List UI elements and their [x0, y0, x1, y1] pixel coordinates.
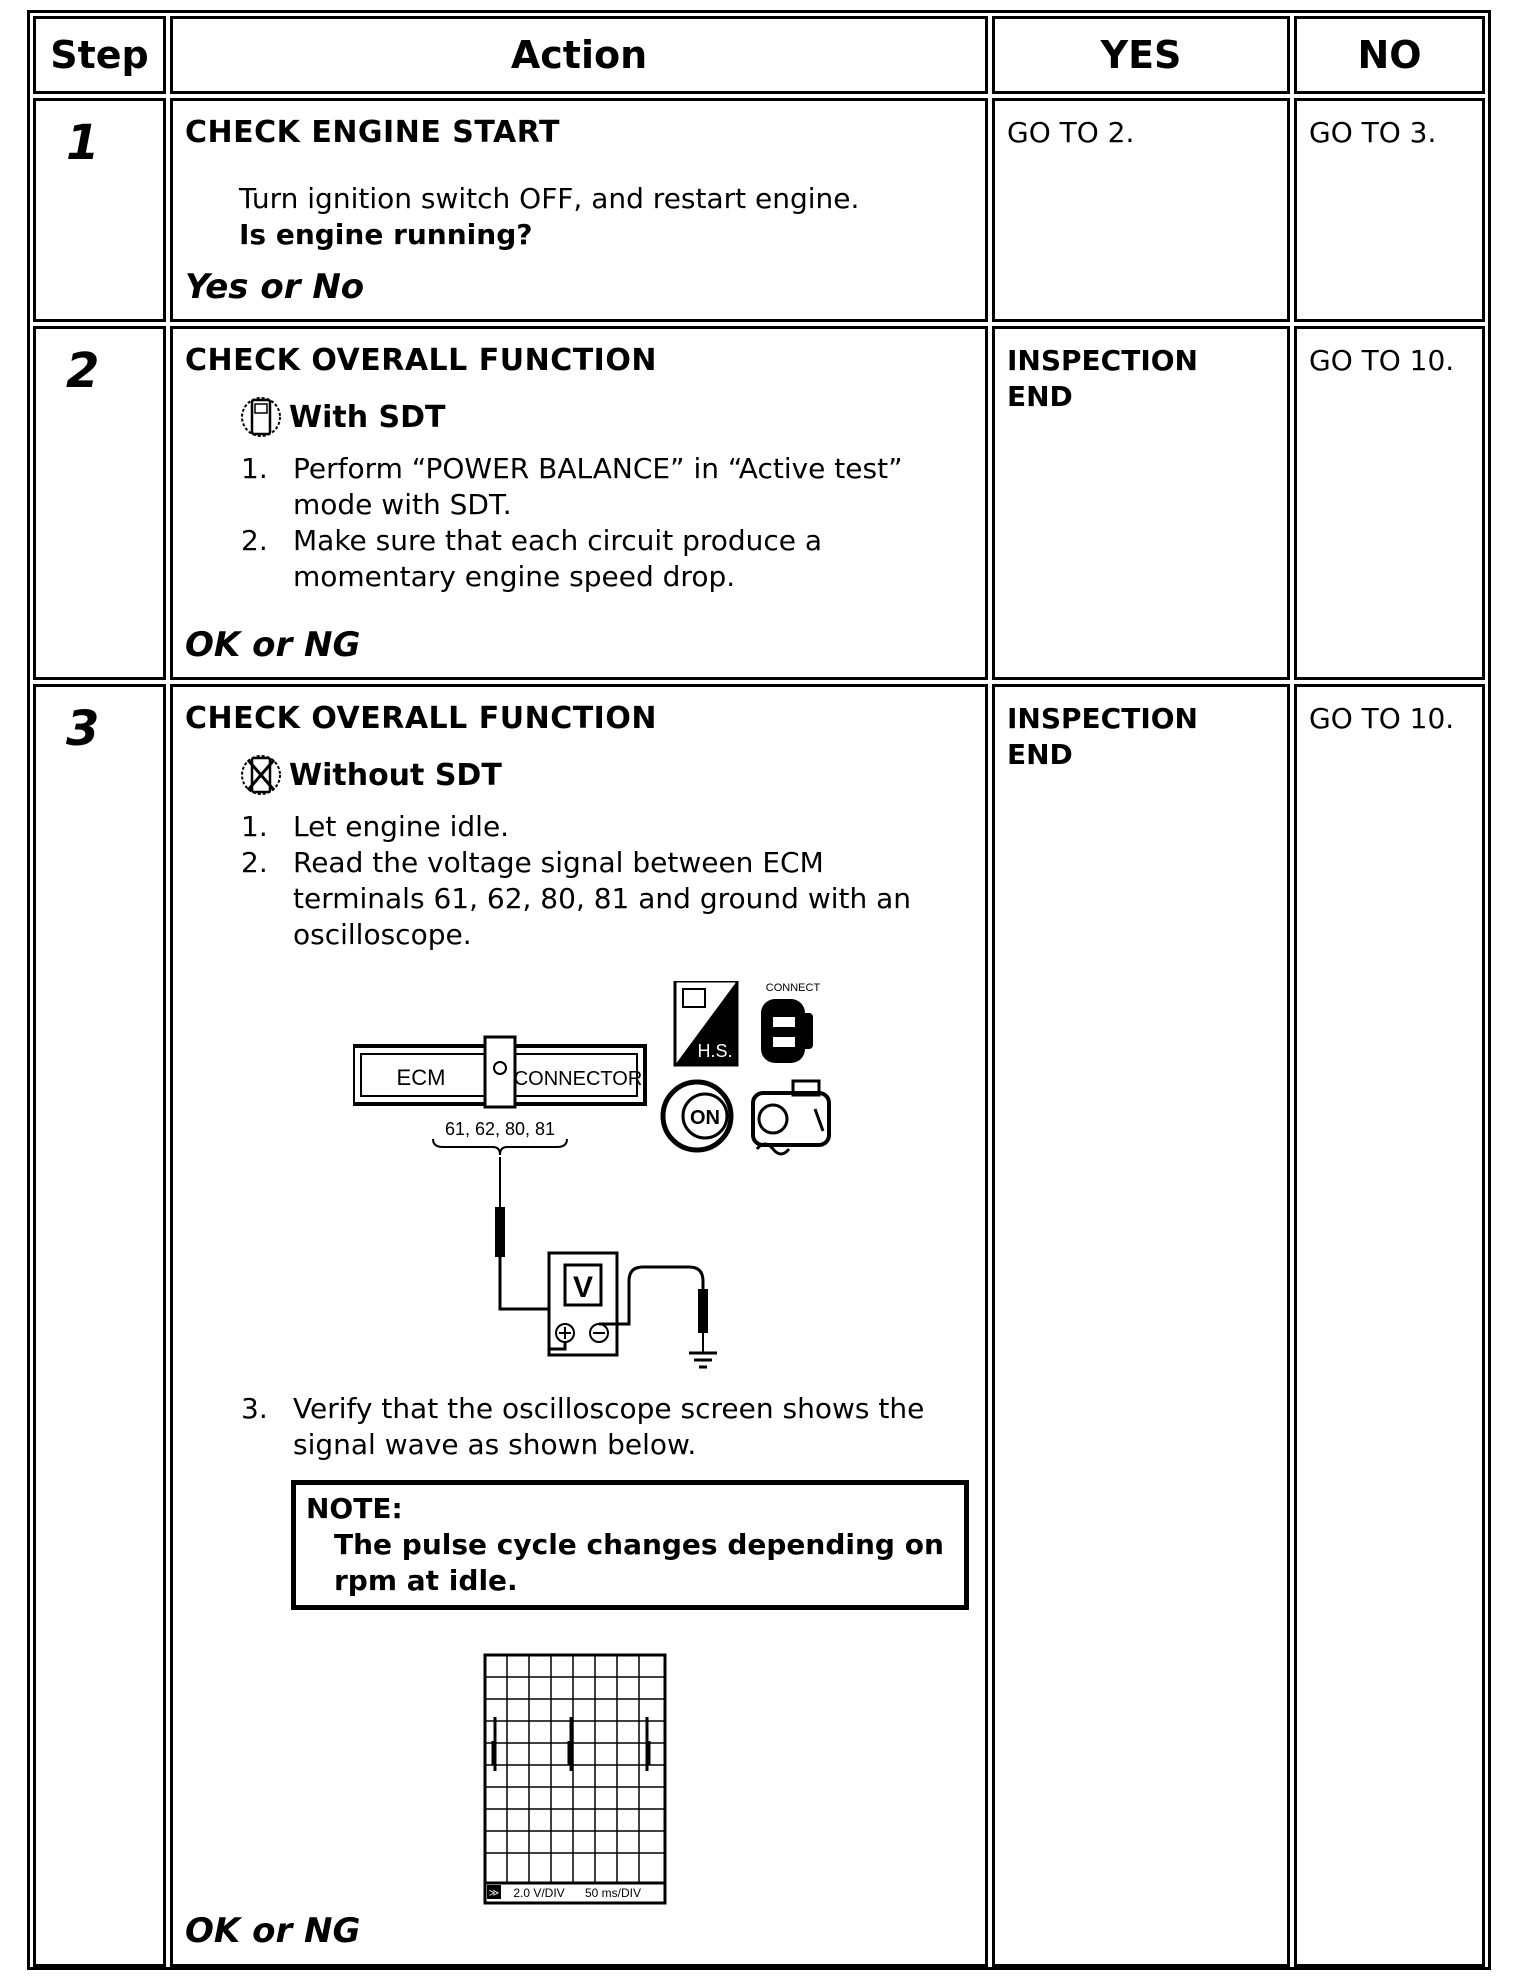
- note-text: The pulse cycle changes depending on rpm at idle.: [334, 1528, 944, 1597]
- step-list-continued: [241, 1391, 961, 1463]
- scope-time-scale: 50 ms/DIV: [584, 1886, 642, 1900]
- step-title: CHECK OVERALL FUNCTION: [185, 701, 657, 736]
- mode-label: Without SDT: [289, 757, 502, 793]
- header-no: NO: [1294, 16, 1485, 94]
- mode-heading: [239, 393, 446, 441]
- step-3-cell: [33, 684, 166, 1967]
- step-title: CHECK ENGINE START: [185, 115, 560, 150]
- header-action: Action: [170, 16, 988, 94]
- step-1-no: [1294, 98, 1485, 322]
- step-3-yes: [992, 684, 1290, 1967]
- note-label: NOTE:: [306, 1492, 403, 1525]
- step-title: CHECK OVERALL FUNCTION: [185, 343, 657, 378]
- list-item: 2. Make sure that each circuit produce a momentary engine speed drop.: [241, 524, 823, 593]
- mode-label: With SDT: [289, 399, 446, 435]
- on-label: ON: [690, 1107, 720, 1129]
- step-3-action: [170, 684, 988, 1967]
- no-sdt-tool-icon: [239, 751, 283, 799]
- step-number: 1: [66, 115, 100, 171]
- result-prompt: Yes or No: [185, 267, 365, 307]
- step-1-cell: [33, 98, 166, 322]
- yes-result: GO TO 2.: [1007, 116, 1135, 149]
- terminals-label: 61, 62, 80, 81: [444, 1119, 556, 1139]
- step-list: [241, 451, 941, 595]
- no-result: GO TO 3.: [1309, 116, 1437, 149]
- oscilloscope-screen: [483, 1653, 669, 1907]
- meter-label: V: [572, 1271, 594, 1304]
- no-result: GO TO 10.: [1309, 344, 1455, 377]
- no-result: GO TO 10.: [1309, 702, 1455, 735]
- step-question: Is engine running?: [239, 218, 533, 251]
- step-number: 2: [66, 343, 100, 399]
- step-1-action: [170, 98, 988, 322]
- list-item: 1. Perform “POWER BALANCE” in “Active test” mode with SDT.: [241, 452, 903, 521]
- step-2-action: [170, 326, 988, 680]
- yes-result: INSPECTION END: [1007, 702, 1198, 771]
- list-item: 1. Let engine idle.: [241, 810, 510, 843]
- step-2-cell: [33, 326, 166, 680]
- step-1-yes: [992, 98, 1290, 322]
- result-prompt: OK or NG: [185, 625, 361, 665]
- step-2-no: [1294, 326, 1485, 680]
- result-prompt: OK or NG: [185, 1911, 361, 1951]
- step-3-no: [1294, 684, 1485, 1967]
- hs-icon: [675, 981, 737, 1065]
- mode-heading: [239, 751, 502, 799]
- yes-result: INSPECTION END: [1007, 344, 1198, 413]
- list-item: 3. Verify that the oscilloscope screen shows the signal wave as shown below.: [241, 1392, 925, 1461]
- sdt-tool-icon: [239, 393, 283, 441]
- connect-label: CONNECT: [765, 982, 821, 994]
- procedure-table: [27, 10, 1491, 1970]
- scope-marker: ≫: [488, 1888, 500, 1899]
- step-instruction: Turn ignition switch OFF, and restart engine.: [239, 182, 860, 215]
- ecm-wiring-diagram: [353, 981, 873, 1381]
- ignition-on-icon: [663, 1082, 731, 1150]
- engine-running-icon: [753, 1081, 829, 1154]
- step-list: [241, 809, 961, 953]
- step-number: 3: [66, 701, 100, 757]
- ecm-label: ECM: [396, 1065, 446, 1090]
- step-2-yes: [992, 326, 1290, 680]
- list-item: 2. Read the voltage signal between ECM terminals 61, 62, 80, 81 and ground with an oscilloscope.: [241, 846, 912, 951]
- hs-label: H.S.: [697, 1041, 733, 1061]
- header-step: Step: [33, 16, 166, 94]
- connect-icon: [761, 982, 820, 1063]
- connector-label: CONNECTOR: [513, 1068, 643, 1090]
- scope-voltage-scale: 2.0 V/DIV: [513, 1886, 565, 1900]
- header-yes: YES: [992, 16, 1290, 94]
- note-box: [291, 1480, 969, 1610]
